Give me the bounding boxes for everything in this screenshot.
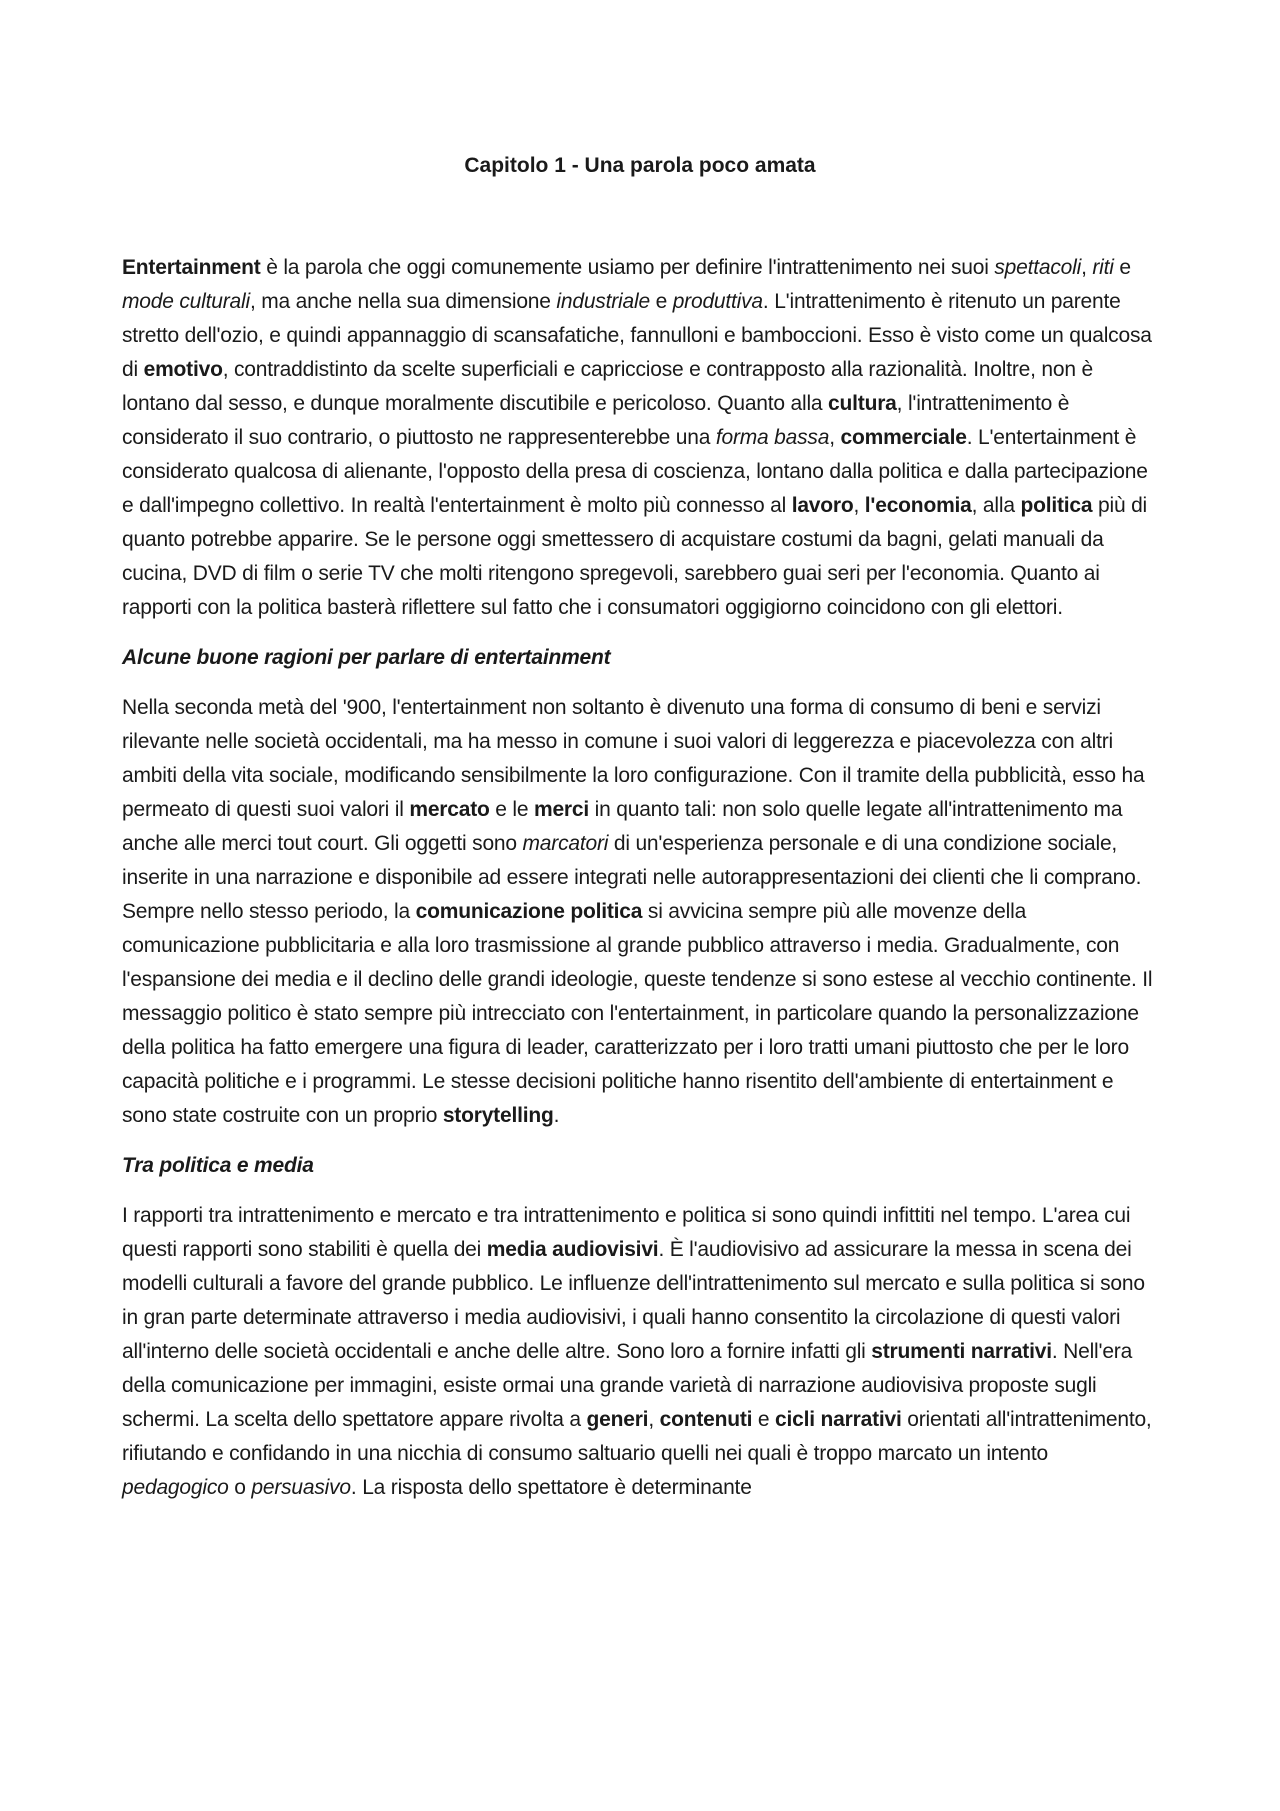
term-entertainment: Entertainment	[122, 256, 261, 279]
paragraph-politics-media: I rapporti tra intrattenimento e mercato e tra intrattenimento e politica si sono quindi infittiti nel tempo. L'area cui questi rapporti sono stabiliti è quella dei media audiovisivi. È l'audiovisivo ad assicurare la messa in scena dei modelli culturali a favore del grande pubblico. Le influenze dell'intrattenimento sul mercato e sulla politica si sono in gran parte determinate attraverso i media audiovisivi, i quali hanno consentito la circolazione di questi valori all'interno delle società occidentali e anche delle altre. Sono loro a fornire infatti gli strumenti narrativi. Nell'era della comunicazione per immagini, esiste ormai una grande varietà di narrazione audiovisiva proposte sugli schermi. La scelta dello spettatore appare rivolta a generi, contenuti e cicli narrativi orientati all'intrattenimento, rifiutando e confidando in una nicchia di consumo saltuario quelli nei quali è troppo marcato un intento pedagogico o persuasivo. La risposta dello spettatore è determinante	[122, 1204, 1152, 1499]
paragraph-intro: Entertainment è la parola che oggi comunemente usiamo per definire l'intrattenimento nei suoi spettacoli, riti e mode culturali, ma anche nella sua dimensione industriale e produttiva. L'intrattenimento è ritenuto un parente stretto dell'ozio, e quindi appannaggio di scansafatiche, fannulloni e bamboccioni. Esso è visto come un qualcosa di emotivo, contraddistinto da scelte superficiali e capricciose e contrapposto alla razionalità. Inoltre, non è lontano dal sesso, e dunque moralmente discutibile e pericoloso. Quanto alla cultura, l'intrattenimento è considerato il suo contrario, o piuttosto ne rappresenterebbe una forma bassa, commerciale. L'entertainment è considerato qualcosa di alienante, l'opposto della presa di coscienza, lontano dalla politica e dalla partecipazione e dall'impegno collettivo. In realtà l'entertainment è molto più connesso al lavoro, l'economia, alla politica più di quanto potrebbe apparire. Se le persone oggi smettessero di acquistare costumi da bagni, gelati manuali da cucina, DVD di film o serie TV che molti ritengono spregevoli, sarebbero guai seri per l'economia. Quanto ai rapporti con la politica basterà riflettere sul fatto che i consumatori oggigiorno coincidono con gli elettori.	[122, 256, 1152, 619]
section-heading-politics-media: Tra politica e media	[122, 1154, 314, 1177]
chapter-title: Capitolo 1 - Una parola poco amata	[464, 154, 816, 177]
section-heading-reasons: Alcune buone ragioni per parlare di entertainment	[122, 646, 611, 669]
paragraph-reasons: Nella seconda metà del '900, l'entertainment non soltanto è divenuto una forma di consumo di beni e servizi rilevante nelle società occidentali, ma ha messo in comune i suoi valori di leggerezza e piacevolezza con altri ambiti della vita sociale, modificando sensibilmente la loro configurazione. Con il tramite della pubblicità, esso ha permeato di questi suoi valori il mercato e le merci in quanto tali: non solo quelle legate all'intrattenimento ma anche alle merci tout court. Gli oggetti sono marcatori di un'esperienza personale e di una condizione sociale, inserite in una narrazione e disponibile ad essere integrati nelle autorappresentazioni dei clienti che li comprano. Sempre nello stesso periodo, la comunicazione politica si avvicina sempre più alle movenze della comunicazione pubblicitaria e alla loro trasmissione al grande pubblico attraverso i media. Gradualmente, con l'espansione dei media e il declino delle grandi ideologie, queste tendenze si sono estese al vecchio continente. Il messaggio politico è stato sempre più intrecciato con l'entertainment, in particolare quando la personalizzazione della politica ha fatto emergere una figura di leader, caratterizzato per i loro tratti umani piuttosto che per le loro capacità politiche e i programmi. Le stesse decisioni politiche hanno risentito dell'ambiente di entertainment e sono state costruite con un proprio storytelling.	[122, 696, 1153, 1127]
